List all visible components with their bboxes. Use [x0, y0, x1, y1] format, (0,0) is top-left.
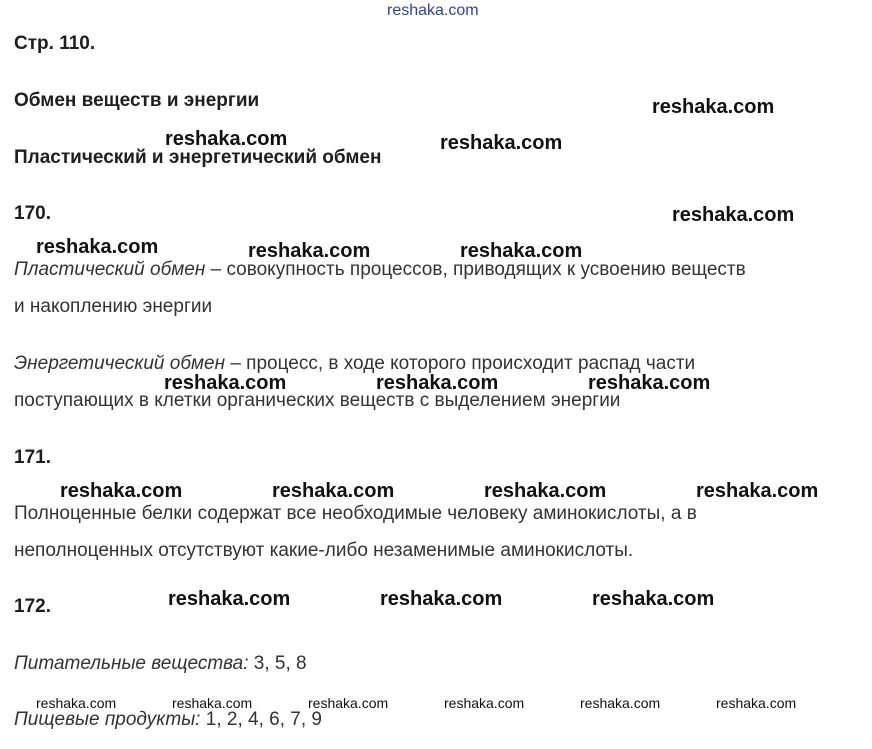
task-171-line2: неполноценных отсутствуют какие-либо незаменимые аминокислоты.: [14, 540, 634, 561]
watermark: reshaka.com: [672, 204, 795, 226]
watermark: reshaka.com: [460, 240, 583, 262]
nutrients-label: Питательные вещества:: [14, 653, 249, 674]
watermark: reshaka.com: [172, 695, 253, 711]
watermark: reshaka.com: [36, 695, 117, 711]
task-172-nutrients: [14, 653, 307, 675]
watermark: reshaka.com: [164, 372, 287, 394]
watermark: reshaka.com: [248, 240, 371, 262]
watermark: reshaka.com: [580, 695, 661, 711]
watermark: reshaka.com: [716, 695, 797, 711]
task-170-def1-line1: [14, 259, 746, 281]
watermark: reshaka.com: [308, 695, 389, 711]
task-170-def1-line2: и накоплению энергии: [14, 296, 213, 317]
watermark: reshaka.com: [696, 480, 819, 502]
foods-values: 1, 2, 4, 6, 7, 9: [200, 709, 322, 730]
watermark: reshaka.com: [36, 236, 159, 258]
def2-text: – процесс, в ходе которого происходит распад части: [225, 353, 696, 374]
def1-term: Пластический обмен: [14, 259, 206, 280]
nutrients-values: 3, 5, 8: [248, 653, 307, 674]
def1-text: – совокупность процессов, приводящих к усвоению веществ: [205, 259, 746, 280]
watermark: reshaka.com: [380, 588, 503, 610]
watermark: reshaka.com: [592, 588, 715, 610]
watermark: reshaka.com: [444, 695, 525, 711]
task-170-number: 170.: [14, 203, 51, 224]
watermark: reshaka.com: [652, 96, 775, 118]
subsection-title: Пластический и энергетический обмен: [14, 147, 382, 168]
watermark: reshaka.com: [165, 128, 288, 150]
page-label: Стр. 110.: [14, 33, 96, 54]
foods-label: Пищевые продукты:: [14, 709, 201, 730]
task-171-line1: Полноценные белки содержат все необходимые человеку аминокислоты, а в: [14, 503, 697, 524]
watermark: reshaka.com: [484, 480, 607, 502]
watermark: reshaka.com: [60, 480, 183, 502]
task-172-foods: [14, 709, 322, 731]
task-172-number: 172.: [14, 596, 51, 617]
watermark: reshaka.com: [272, 480, 395, 502]
task-170-def2-line2: поступающих в клетки органических веществ с выделением энергии: [14, 390, 621, 411]
task-171-number: 171.: [14, 447, 51, 468]
watermark: reshaka.com: [376, 372, 499, 394]
watermark: reshaka.com: [440, 132, 563, 154]
watermark: reshaka.com: [168, 588, 291, 610]
watermark: reshaka.com: [588, 372, 711, 394]
section-title: Обмен веществ и энергии: [14, 90, 260, 111]
top-watermark[interactable]: reshaka.com: [387, 2, 479, 19]
def2-term: Энергетический обмен: [14, 353, 226, 374]
